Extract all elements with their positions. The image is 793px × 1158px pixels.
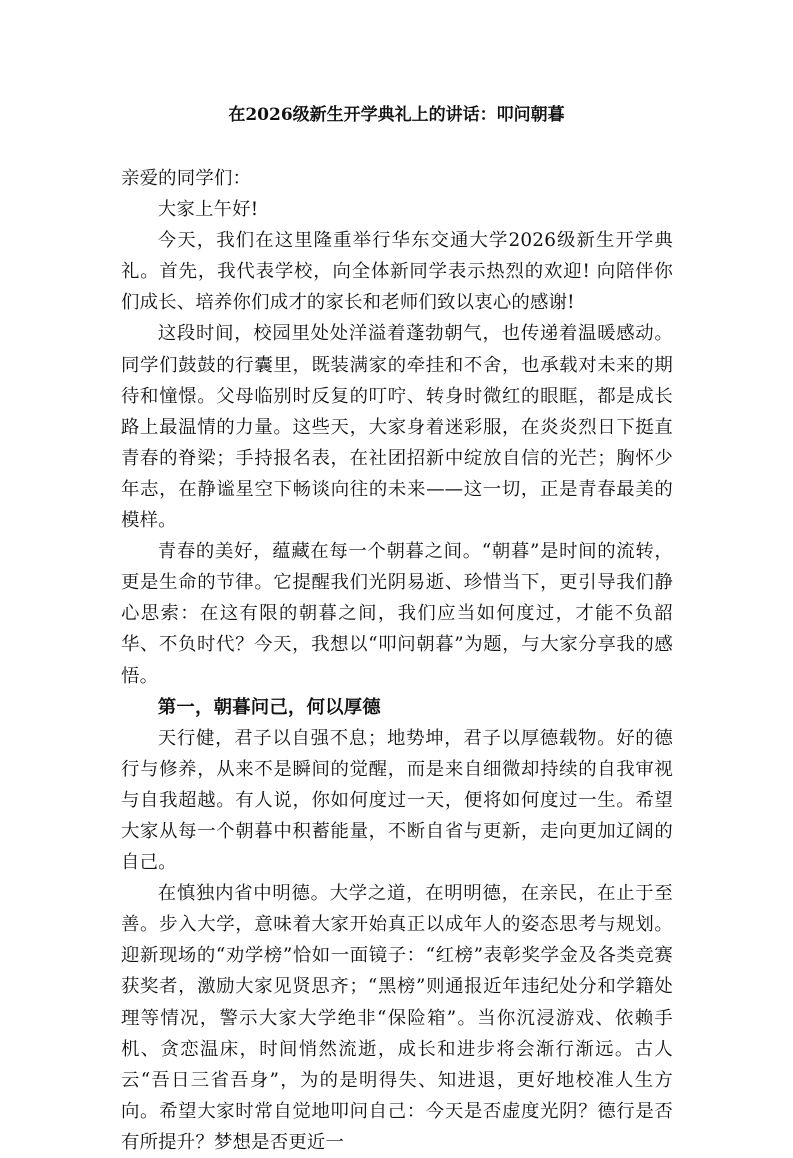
paragraph-welcome: 今天，我们在这里隆重举行华东交通大学2026级新生开学典礼。首先，我代表学校，向全体新同学表示热烈的欢迎! 向陪伴你们成长、培养你们成才的家长和老师们致以衷心的感谢! bbox=[121, 230, 673, 314]
paragraph-virtue: 天行健，君子以自强不息；地势坤，君子以厚德载物。好的德行与修养，从来不是瞬间的觉醒，而是来自细微却持续的自我审视与自我超越。有人说，你如何度过一天，便将如何度过一生。希望大家从每一个朝暮中积蓄能量，不断自省与更新，走向更加辽阔的自己。 bbox=[121, 727, 673, 874]
greeting: 大家上午好! bbox=[157, 199, 259, 221]
document-body bbox=[121, 163, 673, 1158]
document-title: 在2026级新生开学典礼上的讲话：叩问朝暮 bbox=[228, 105, 565, 125]
paragraph-campus: 这段时间，校园里处处洋溢着蓬勃朝气，也传递着温暖感动。同学们鼓鼓的行囊里，既装满家的牵挂和不舍，也承载对未来的期待和憧憬。父母临别时反复的叮咛、转身时微红的眼眶，都是成长路上最温情的力量。这些天，大家身着迷彩服，在炎炎烈日下挺直青春的脊梁；手持报名表，在社团招新中绽放自信的光芒；胸怀少年志，在静谧星空下畅谈向往的未来——这一切，正是青春最美的模样。 bbox=[121, 323, 673, 532]
section-heading-1: 第一，朝暮问己，何以厚德 bbox=[157, 696, 381, 718]
salutation: 亲爱的同学们： bbox=[121, 168, 252, 189]
paragraph-youth: 青春的美好，蕴藏在每一个朝暮之间。“朝暮”是时间的流转，更是生命的节律。它提醒我们光阴易逝、珍惜当下，更引导我们静心思索：在这有限的朝暮之间，我们应当如何度过，才能不负韶华、不负时代？今天，我想以“叩问朝暮”为题，与大家分享我的感悟。 bbox=[121, 541, 673, 687]
paragraph-reflection: 在慎独内省中明德。大学之道，在明明德，在亲民，在止于至善。步入大学，意味着大家开始真正以成年人的姿态思考与规划。迎新现场的“劝学榜”恰如一面镜子：“红榜”表彰奖学金及各类竞赛获奖者，激励大家见贤思齐；“黑榜”则通报近年违纪处分和学籍处理等情况，警示大家大学绝非“保险箱”。当你沉浸游戏、依赖手机、贪恋温床，时间悄然流逝，成长和进步将会渐行渐远。古人云“吾日三省吾身”，为的是明得失、知进退，更好地校准人生方向。希望大家时常自觉地叩问自己：今天是否虚度光阴？德行是否有所提升？梦想是否更近一 bbox=[121, 883, 673, 1153]
